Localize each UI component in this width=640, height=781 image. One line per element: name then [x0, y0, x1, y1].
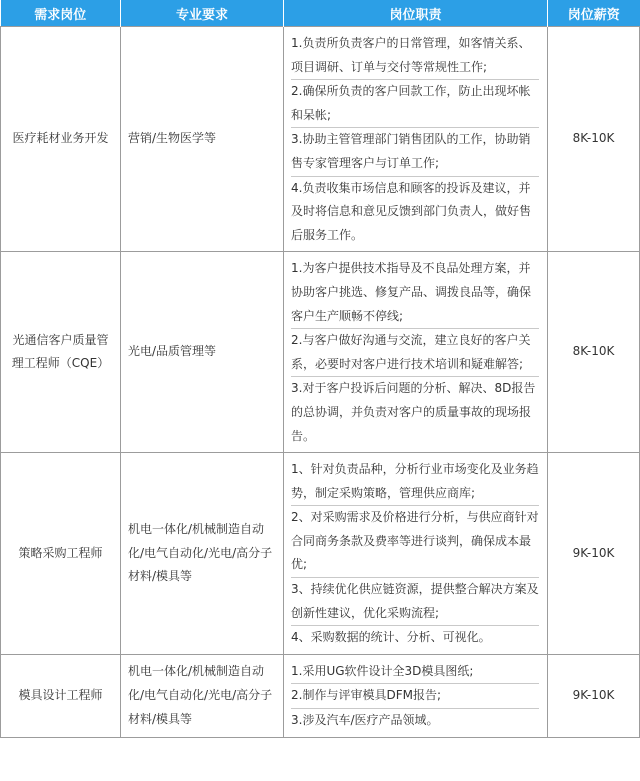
duty-item: 4、采购数据的统计、分析、可视化。 [291, 630, 491, 645]
table-row [1, 453, 640, 655]
header-salary: 岗位薪资 [548, 0, 640, 27]
header-row [1, 0, 640, 27]
header-duties: 岗位职责 [284, 0, 548, 27]
duty-item: 2、对采购需求及价格进行分析，与供应商针对合同商务条款及费率等进行谈判，确保成本最优; [291, 506, 539, 578]
duty-item: 3.对于客户投诉后问题的分析、解决、8D报告的总协调，并负责对客户的质量事故的现场报告。 [291, 381, 536, 443]
salary-cell: 9K-10K [548, 453, 640, 655]
position-cell: 光通信客户质量管理工程师（CQE） [1, 252, 121, 453]
major-cell: 机电一体化/机械制造自动化/电气自动化/光电/高分子材料/模具等 [121, 654, 284, 737]
table-row [1, 27, 640, 252]
table-row [1, 252, 640, 453]
duty-item: 1.采用UG软件设计全3D模具图纸; [291, 660, 539, 685]
header-major: 专业要求 [121, 0, 284, 27]
position-cell: 医疗耗材业务开发 [1, 27, 121, 252]
duty-item: 4.负责收集市场信息和顾客的投诉及建议，并及时将信息和意见反馈到部门负责人，做好售后服务工作。 [291, 180, 532, 242]
duty-item: 3.涉及汽车/医疗产品领域。 [291, 713, 439, 728]
major-cell: 光电/品质管理等 [121, 252, 284, 453]
salary-cell: 9K-10K [548, 654, 640, 737]
duties-cell [284, 453, 548, 655]
duty-item: 2.确保所负责的客户回款工作，防止出现坏帐和呆帐; [291, 80, 539, 128]
salary-cell: 8K-10K [548, 27, 640, 252]
major-cell: 营销/生物医学等 [121, 27, 284, 252]
duties-cell [284, 252, 548, 453]
table-row [1, 654, 640, 737]
duty-item: 3.协助主管管理部门销售团队的工作，协助销售专家管理客户与订单工作; [291, 128, 539, 176]
duty-item: 3、持续优化供应链资源，提供整合解决方案及创新性建议，优化采购流程; [291, 578, 539, 626]
duty-item: 1.为客户提供技术指导及不良品处理方案，并协助客户挑选、修复产品、调拨良品等，确保客户生产顺畅不停线; [291, 257, 539, 329]
position-cell: 策略采购工程师 [1, 453, 121, 655]
duties-cell [284, 654, 548, 737]
salary-cell: 8K-10K [548, 252, 640, 453]
duty-item: 2.制作与评审模具DFM报告; [291, 684, 539, 709]
duty-item: 1.负责所负责客户的日常管理，如客情关系、项目调研、订单与交付等常规性工作; [291, 32, 539, 80]
position-cell: 模具设计工程师 [1, 654, 121, 737]
duty-item: 1、针对负责品种，分析行业市场变化及业务趋势，制定采购策略，管理供应商库; [291, 458, 539, 506]
duties-cell [284, 27, 548, 252]
major-cell: 机电一体化/机械制造自动化/电气自动化/光电/高分子材料/模具等 [121, 453, 284, 655]
duty-item: 2.与客户做好沟通与交流，建立良好的客户关系，必要时对客户进行技术培训和疑难解答; [291, 329, 539, 377]
header-position: 需求岗位 [1, 0, 121, 27]
